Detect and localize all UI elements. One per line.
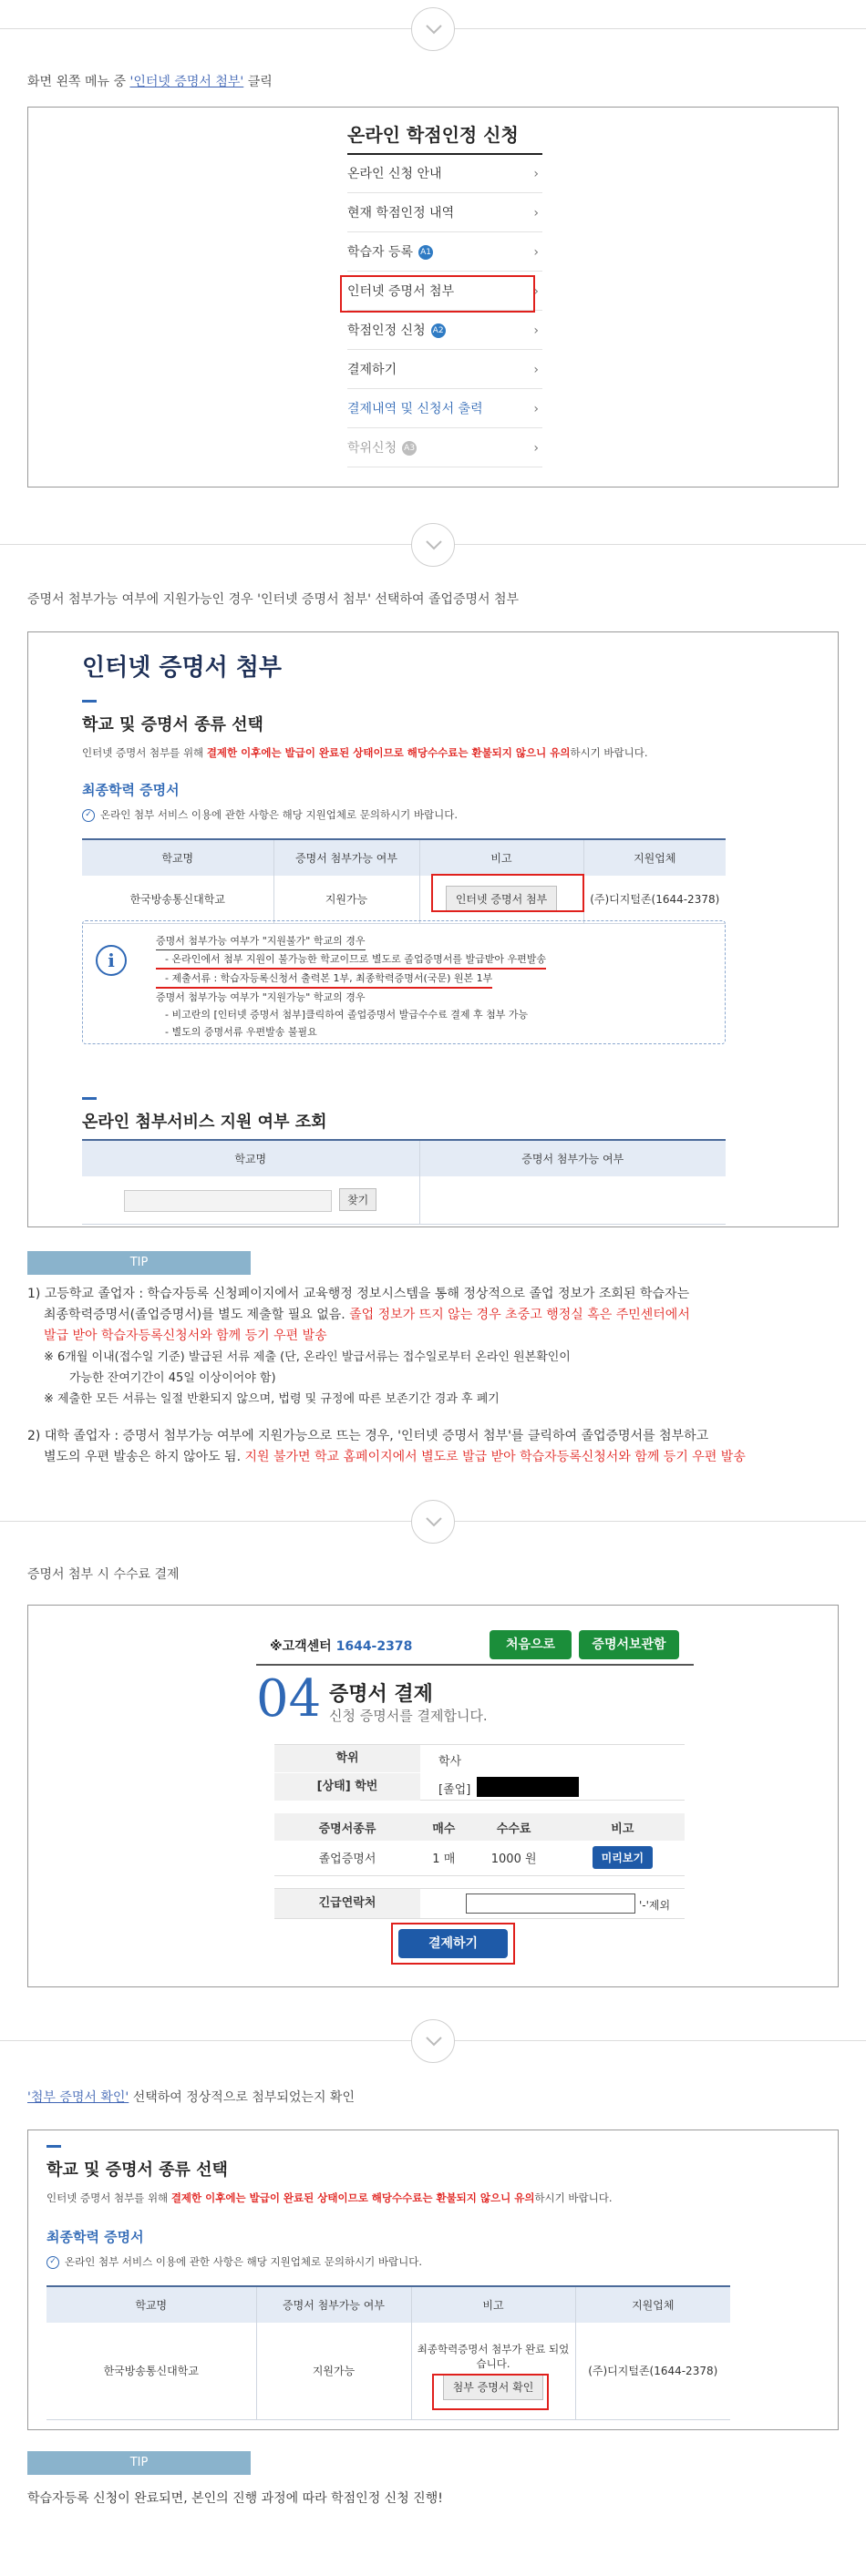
tip-paragraph-1: [27, 1284, 848, 1410]
info-line: - 제출서류 : 학습자등록신청서 출력본 1부, 최종학력증명서(국문) 원본 1부: [156, 970, 492, 989]
check-note-text: 온라인 첨부 서비스 이용에 관한 사항은 해당 지원업체로 문의하시기 바랍니다.: [65, 2255, 423, 2268]
attach-certificate-button[interactable]: 인터넷 증명서 첨부: [446, 886, 557, 912]
vendor: (주)디지털존(1644-2378): [575, 2323, 730, 2419]
lookup-result: [419, 1176, 726, 1224]
attach-confirm-screenshot: [27, 2130, 839, 2430]
check-note-text: 온라인 첨부 서비스 이용에 관한 사항은 해당 지원업체로 문의하시기 바랍니다.: [100, 808, 459, 821]
info-line: 증명서 첨부가능 여부가 "지원가능" 학교의 경우: [156, 991, 366, 1003]
check-icon: ✓: [82, 809, 95, 822]
header-line: [256, 1664, 694, 1666]
notice-suffix: 하시기 바랍니다.: [570, 746, 648, 759]
degree-value: 학사: [438, 1755, 462, 1769]
certificate-kind: 졸업증명서: [318, 1852, 376, 1867]
highlight-box: [432, 2374, 549, 2410]
confirm-certificate-button[interactable]: 첨부 증명서 확인: [443, 2375, 544, 2400]
home-button[interactable]: 처음으로: [490, 1630, 572, 1659]
step-number: 04: [256, 1669, 322, 1729]
tip-label: TIP: [27, 1251, 251, 1275]
final-education-heading: 최종학력 증명서: [82, 782, 180, 798]
chevron-right-icon: ›: [533, 363, 539, 377]
table-header: 학교명: [46, 2286, 256, 2323]
chevron-right-icon: ›: [533, 206, 539, 221]
menu-item-history[interactable]: [347, 194, 542, 232]
menu-item-degree[interactable]: [347, 429, 542, 467]
pay-subtitle: 신청 증명서를 결제합니다.: [329, 1708, 488, 1724]
student-label: [상태] 학번: [274, 1773, 420, 1801]
table-header: 비고: [611, 1822, 634, 1836]
highlight-box: [391, 1923, 515, 1965]
step-badge: A1: [418, 245, 433, 260]
menu-item-label: 학습자 등록: [347, 245, 414, 260]
search-button[interactable]: 찾기: [339, 1188, 376, 1211]
table-header: 지원업체: [583, 839, 726, 876]
school-search-input[interactable]: [124, 1190, 332, 1212]
tip-note: ※ 제출한 모든 서류는 일절 반환되지 않으며, 법령 및 규정에 따른 보존기간 경과 후 폐기: [44, 1392, 500, 1406]
highlight-box: [431, 874, 584, 912]
menu-item-print[interactable]: [347, 390, 542, 428]
contact-row: [274, 1888, 685, 1919]
menu-item-register[interactable]: [347, 233, 542, 272]
contact-label: 긴급연락처: [274, 1889, 420, 1918]
info-line: - 별도의 증명서류 우편발송 불필요: [165, 1026, 317, 1038]
menu-item-label: 학위신청: [347, 441, 397, 456]
chevron-down-icon: [425, 539, 443, 551]
table-row: [82, 876, 726, 923]
menu-item-label: 인터넷 증명서 첨부: [347, 284, 455, 299]
contact-note: '-'제외: [639, 1899, 671, 1912]
redacted-id: [477, 1777, 579, 1797]
payment-screenshot: [27, 1605, 839, 1987]
contact-input[interactable]: [466, 1894, 635, 1914]
menu-item-label: 온라인 신청 안내: [347, 167, 442, 181]
menu-item-label: 결제내역 및 신청서 출력: [347, 402, 483, 416]
intro-text: 선택하여 정상적으로 첨부되었는지 확인: [129, 2090, 355, 2105]
lookup-table: [82, 1139, 726, 1225]
notice-text: [82, 745, 648, 760]
check-note: [46, 2254, 422, 2269]
tip-text: 2) 대학 졸업자 : 증명서 첨부가능 여부에 지원가능으로 뜨는 경우, '인터넷 증명서 첨부'를 클릭하여 졸업증명서를 첨부하고: [27, 1429, 709, 1443]
step1-intro: [27, 72, 273, 90]
info-icon: i: [96, 945, 127, 976]
certificate-storage-button[interactable]: 증명서보관함: [579, 1630, 679, 1659]
final-education-heading: 최종학력 증명서: [46, 2229, 144, 2245]
table-row: [274, 1841, 685, 1875]
student-row: [274, 1773, 685, 1801]
info-line: - 비고란의 [인터넷 증명서 첨부]클릭하여 졸업증명서 발급수수료 결제 후 첨부 가능: [165, 1009, 529, 1021]
step-badge: A2: [431, 323, 446, 338]
check-icon: ✓: [46, 2256, 59, 2269]
degree-row: [274, 1744, 685, 1771]
step2-intro: 증명서 첨부가능 여부에 지원가능인 경우 '인터넷 증명서 첨부' 선택하여 졸업증명서 첨부: [27, 592, 520, 607]
table-header: 지원업체: [575, 2286, 730, 2323]
tip-note: 가능한 잔여기간이 45일 이상이어야 함): [69, 1371, 276, 1385]
attach-possible: 지원가능: [273, 876, 419, 923]
vendor: (주)디지털존(1644-2378): [583, 876, 726, 923]
intro-text: 클릭: [243, 75, 273, 89]
student-status: [졸업]: [438, 1783, 471, 1797]
info-lines: [156, 932, 703, 1041]
certificate-count: 1 매: [432, 1852, 456, 1867]
chevron-right-icon: ›: [533, 245, 539, 260]
step3-intro: 증명서 첨부 시 수수료 결제: [27, 1567, 180, 1582]
menu-item-label: 결제하기: [347, 363, 397, 377]
notice-warning: 결제한 이후에는 발급이 완료된 상태이므로 해당수수료는 환불되지 않으니 유의: [170, 2191, 535, 2204]
attach-done-text: 최종학력증명서 첨부가 완료 되었습니다.: [417, 2342, 570, 2370]
notice-prefix: 인터넷 증명서 첨부를 위해: [82, 746, 207, 759]
tip-note: ※ 6개월 이내(접수일 기준) 발급된 서류 제출 (단, 온라인 발급서류는 접수일로부터 온라인 원본확인이: [44, 1350, 571, 1364]
chevron-right-icon: ›: [533, 402, 539, 416]
menu-title: 온라인 학점인정 신청: [347, 124, 519, 146]
certificate-table: [274, 1813, 685, 1876]
pay-title: 증명서 결제: [329, 1683, 433, 1706]
section-title: 온라인 첨부서비스 지원 여부 조회: [82, 1097, 327, 1133]
call-center-label: ※고객센터: [270, 1639, 332, 1654]
step-chevron: [411, 7, 455, 51]
attach-possible: 지원가능: [256, 2323, 411, 2419]
table-row: [46, 2323, 730, 2419]
intro-text: 화면 왼쪽 메뉴 중: [27, 75, 130, 89]
tip-text: 1) 고등학교 졸업자 : 학습자등록 신청페이지에서 교육행정 정보시스템을 통해 정상적으로 졸업 정보가 조회된 학습자는: [27, 1287, 690, 1301]
step-chevron: [411, 2019, 455, 2063]
highlight-box: [340, 275, 535, 313]
notice-prefix: 인터넷 증명서 첨부를 위해: [46, 2191, 171, 2204]
tip-text: 최종학력증명서(졸업증명서)를 별도 제출할 필요 없음.: [44, 1308, 350, 1322]
certificate-fee: 1000 원: [490, 1852, 537, 1867]
chevron-right-icon: ›: [533, 284, 539, 299]
chevron-down-icon: [425, 2035, 443, 2047]
call-center: [270, 1637, 412, 1655]
table-header: 학교명: [82, 1140, 419, 1176]
table-header: 증명서 첨부가능 여부: [256, 2286, 411, 2323]
menu-screenshot: [27, 107, 839, 487]
section-title: 학교 및 증명서 종류 선택: [46, 2145, 228, 2181]
tip-text: 별도의 우편 발송은 하지 않아도 됨.: [44, 1450, 245, 1464]
chevron-right-icon: ›: [533, 323, 539, 338]
table-header: 매수: [432, 1822, 456, 1836]
table-header: 증명서 첨부가능 여부: [419, 1140, 726, 1176]
menu-item-guide[interactable]: [347, 155, 542, 193]
tip-warning: 발급 받아 학습자등록신청서와 함께 등기 우편 발송: [44, 1329, 327, 1343]
check-note: [82, 807, 458, 822]
table-header: 비고: [411, 2286, 575, 2323]
tip-label: TIP: [27, 2451, 251, 2475]
notice-warning: 결제한 이후에는 발급이 완료된 상태이므로 해당수수료는 환불되지 않으니 유의: [206, 746, 571, 759]
step-badge: A3: [402, 441, 417, 456]
degree-label: 학위: [274, 1745, 420, 1772]
menu-item-payment[interactable]: [347, 351, 542, 389]
menu-item-label: 현재 학점인정 내역: [347, 206, 455, 221]
info-line: 증명서 첨부가능 여부가 "지원불가" 학교의 경우: [156, 932, 366, 950]
step-chevron: [411, 523, 455, 567]
chevron-down-icon: [425, 1515, 443, 1528]
school-name: 한국방송통신대학교: [46, 2323, 256, 2419]
intro-link[interactable]: '첨부 증명서 확인': [27, 2090, 129, 2105]
school-table: [82, 838, 726, 924]
step4-intro: [27, 2088, 355, 2106]
info-box: [82, 920, 726, 1044]
certificate-attach-screenshot: [27, 631, 839, 1227]
table-header: 증명서 첨부가능 여부: [273, 839, 419, 876]
table-header: 비고: [419, 839, 583, 876]
chevron-down-icon: [425, 23, 443, 36]
menu-item-label: 학점인정 신청: [347, 323, 426, 338]
table-header: 증명서종류: [318, 1822, 376, 1836]
notice-text: [46, 2191, 613, 2205]
tip-text: 학습자등록 신청이 완료되면, 본인의 진행 과정에 따라 학점인정 신청 진행!: [27, 2491, 443, 2506]
chevron-right-icon: ›: [533, 441, 539, 456]
section-title: 학교 및 증명서 종류 선택: [82, 700, 263, 735]
step-chevron: [411, 1500, 455, 1544]
tip-warning: 졸업 정보가 뜨지 않는 경우 초중고 행정실 혹은 주민센터에서: [349, 1308, 690, 1322]
pay-button[interactable]: 결제하기: [398, 1929, 508, 1958]
preview-button[interactable]: 미리보기: [593, 1846, 653, 1869]
table-header: 수수료: [496, 1822, 531, 1836]
school-table: [46, 2285, 730, 2420]
info-line: - 온라인에서 첨부 지원이 불가능한 학교이므로 별도로 졸업증명서를 발급받아 우편발송: [156, 950, 546, 970]
chevron-right-icon: ›: [533, 167, 539, 181]
menu-item-credit-apply[interactable]: [347, 312, 542, 350]
tip-paragraph-2: [27, 1426, 848, 1468]
tip-warning: 지원 불가면 학교 홈페이지에서 별도로 발급 받아 학습자등록신청서와 함께 등기 우편 발송: [244, 1450, 746, 1464]
school-name: 한국방송통신대학교: [82, 876, 273, 923]
intro-link[interactable]: '인터넷 증명서 첨부': [129, 75, 244, 89]
notice-suffix: 하시기 바랍니다.: [534, 2191, 613, 2204]
page-title: 인터넷 증명서 첨부: [82, 654, 283, 682]
table-header: 학교명: [82, 839, 273, 876]
call-center-number: 1644-2378: [335, 1639, 413, 1654]
